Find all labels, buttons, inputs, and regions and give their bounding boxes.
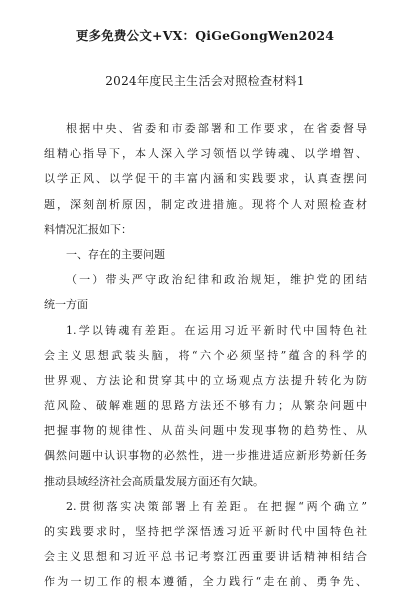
body-line: 会主义思想和习近平总书记考察江西重要讲话精神相结合	[44, 550, 367, 564]
body-line: 范风险、破解难题的思路方法还不够有力；从繁杂问题中	[44, 399, 367, 413]
watermark-header: 更多免费公文+VX：QiGeGongWen2024	[75, 28, 335, 43]
body-line: 料情况汇报如下：	[44, 222, 132, 236]
body-line: 一、存在的主要问题	[66, 247, 165, 261]
body-line: 2.贯彻落实决策部署上有差距。在把握“两个确立”	[66, 499, 367, 513]
body-line: 作为一切工作的根本遵循，全力践行“走在前、勇争先、	[44, 575, 367, 589]
document-title: 2024年度民主生活会对照检查材料1	[105, 74, 305, 88]
body-line: 统一方面	[44, 298, 88, 312]
body-line: 组精心指导下，本人深入学习领悟以学铸魂、以学增智、	[44, 147, 367, 161]
body-line: 根据中央、省委和市委部署和工作要求，在省委督导	[66, 122, 367, 135]
body-line: 以学正风、以学促干的丰富内涵和实践要求，认真查摆问	[44, 172, 367, 186]
body-line: 偶然问题中认识事物的必然性，进一步推进适应新形势新任务	[44, 449, 367, 463]
body-line: 会主义思想武装头脑，将“六个必须坚持”蕴含的科学的	[44, 348, 367, 362]
body-line: （一）带头严守政治纪律和政治规矩，维护党的团结	[66, 273, 367, 287]
body-line: 1.学以铸魂有差距。在运用习近平新时代中国特色社	[66, 323, 367, 337]
body-line: 的实践要求时，坚持把学深悟透习近平新时代中国特色社	[44, 525, 367, 538]
document-body	[44, 116, 367, 595]
body-line: 题，深刻剖析原因，制定改进措施。现将个人对照检查材	[44, 197, 367, 211]
body-line: 世界观、方法论和贯穿其中的立场观点方法提升转化为防	[44, 373, 367, 387]
body-line: 推动县域经济社会高质量发展方面还有欠缺。	[44, 474, 264, 488]
body-line: 把握事物的规律性、从苗头问题中发现事物的趋势性、从	[44, 424, 367, 438]
